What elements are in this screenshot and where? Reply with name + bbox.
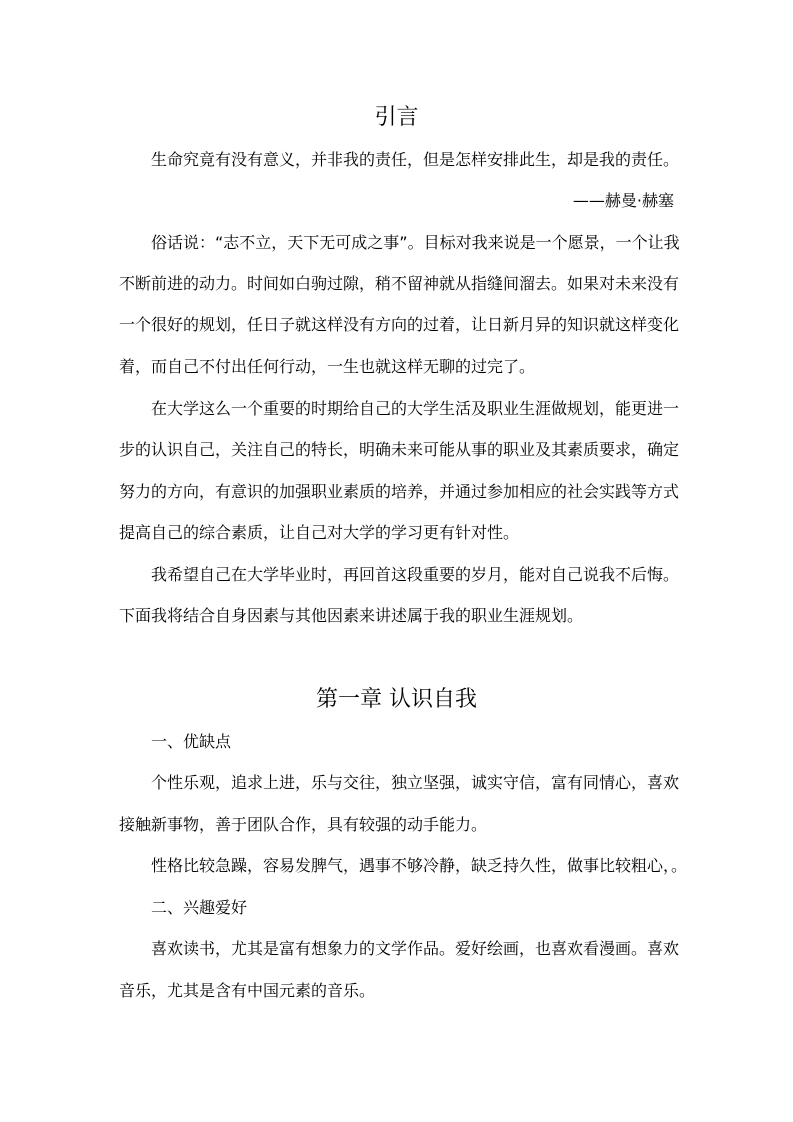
paragraph-line: 下面我将结合自身因素与其他因素来讲述属于我的职业生涯规划。 bbox=[119, 606, 584, 625]
paragraph-line: 性格比较急躁，容易发脾气，遇事不够冷静，缺乏持久性，做事比较粗心，。 bbox=[151, 856, 688, 875]
paragraph-line: 步的认识自己，关注自己的特长，明确未来可能从事的职业及其素质要求，确定 bbox=[119, 440, 680, 459]
section-heading: 一、优缺点 bbox=[151, 732, 232, 751]
paragraph-line: 提高自己的综合素质，让自己对大学的学习更有针对性。 bbox=[119, 523, 520, 542]
paragraph-line: 一个很好的规划，任日子就这样没有方向的过着，让日新月异的知识就这样变化 bbox=[119, 315, 680, 334]
paragraph-line: 不断前进的动力。时间如白驹过隙，稍不留神就从指缝间溜去。如果对未来没有 bbox=[119, 274, 680, 293]
paragraph-line: 着，而自己不付出任何行动，一生也就这样无聊的过完了。 bbox=[119, 357, 536, 376]
intro-quote: 生命究竟有没有意义，并非我的责任，但是怎样安排此生，却是我的责任。 bbox=[151, 150, 680, 169]
paragraph-line: 我希望自己在大学毕业时，再回首这段重要的岁月，能对自己说我不后悔。 bbox=[151, 565, 680, 584]
intro-title: 引言 bbox=[374, 105, 419, 130]
paragraph-line: 接触新事物，善于团队合作，具有较强的动手能力。 bbox=[119, 815, 488, 834]
paragraph-line: 俗话说：“志不立，天下无可成之事”。目标对我来说是一个愿景，一个让我 bbox=[151, 233, 680, 252]
quote-attribution: ——赫曼·赫塞 bbox=[572, 191, 674, 210]
paragraph-line: 音乐，尤其是含有中国元素的音乐。 bbox=[119, 981, 376, 1000]
paragraph-line: 喜欢读书，尤其是富有想象力的文学作品。爱好绘画，也喜欢看漫画。喜欢 bbox=[151, 939, 680, 958]
paragraph-line: 个性乐观，追求上进，乐与交往，独立坚强，诚实守信，富有同情心，喜欢 bbox=[151, 773, 680, 792]
chapter-title: 第一章 认识自我 bbox=[316, 687, 477, 712]
paragraph-line: 努力的方向，有意识的加强职业素质的培养，并通过参加相应的社会实践等方式 bbox=[119, 482, 680, 501]
paragraph-line: 在大学这么一个重要的时期给自己的大学生活及职业生涯做规划，能更进一 bbox=[151, 399, 680, 418]
section-heading: 二、兴趣爱好 bbox=[151, 898, 248, 917]
